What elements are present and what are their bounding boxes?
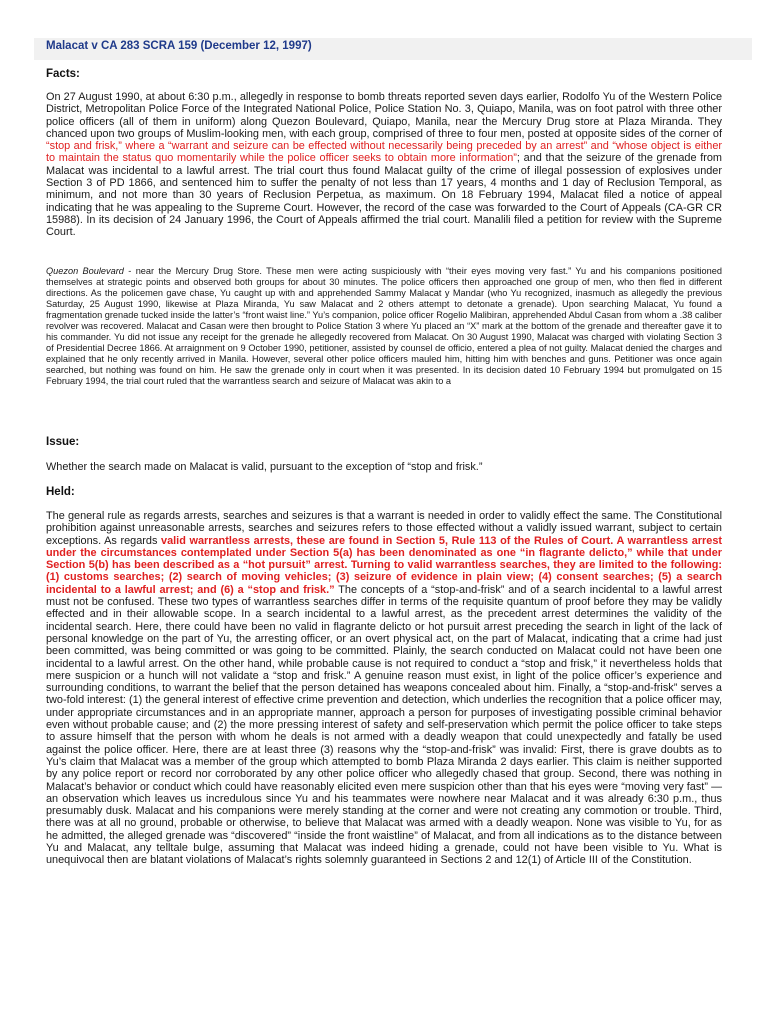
held-heading: Held: — [46, 486, 75, 498]
facts-paragraph-1 — [46, 91, 722, 239]
facts-text-2: - near the Mercury Drug Store. These men were acting suspiciously with “their eyes moving very fast.” Yu and his companions positioned themselves at strategic points and observed both groups for about 30 minutes. The police officers then approached one group of men, who then fled in different directions. As the policemen gave chase, Yu caught up with and apprehended Sammy Malacat y Mandar (who Yu recognized, inasmuch as allegedly the previous Saturday, 25 August 1990, likewise at Plaza Miranda, Yu saw Malacat and 2 others attempt to detonate a grenade). Upon searching Malacat, Yu found a fragmentation grenade tucked inside the latter’s “front waist line.” Yu’s companion, police officer Rogelio Malibiran, apprehended Abdul Casan from whom a .38 caliber revolver was recovered. Malacat and Casan were then brought to Police Station 3 where Yu placed an “X” mark at the bottom of the grenade and thereafter gave it to his commander. Yu did not issue any receipt for the grenade he allegedly recovered from Malacat. On 30 August 1990, Malacat was charged with violating Section 3 of Presidential Decree 1866. At arraignment on 9 October 1990, petitioner, assisted by counsel de officio, entered a plea of not guilty. Malacat denied the charges and explained that he only recently arrived in Manila. However, several other police officers mauled him, hitting him with benches and guns. Petitioner was once again searched, but nothing was found on him. He saw the grenade only in court when it was presented. In its decision dated 10 February 1994 but promulgated on 15 February 1994, the trial court ruled that the warrantless search and seizure of Malacat was akin to a — [46, 266, 722, 387]
held-paragraph — [46, 510, 722, 867]
case-title: Malacat v CA 283 SCRA 159 (December 12, 1997) — [46, 40, 312, 52]
issue-text: Whether the search made on Malacat is valid, pursuant to the exception of “stop and frisk.” — [46, 461, 483, 473]
held-text-red: valid warrantless arrests, these are found in Section 5, Rule 113 of the Rules of Court. A warrantless arrest under the circumstances contemplated under Section 5(a) has been denominated as one “in flagrante delicto,” while that under Section 5(b) has been described as a “hot pursuit” arrest. Turning to valid warrantless searches, they are limited to the following: (1) customs searches; (2) search of moving vehicles; (3) seizure of evidence in plain view; (4) consent searches; (5) a search incidental to a lawful arrest; and (6) a “stop and frisk.” — [46, 534, 722, 596]
held-text-b: The concepts of a “stop-and-frisk” and of a search incidental to a lawful arrest must not be confused. These two types of warrantless searches differ in terms of the requisite quantum of proof before they may be validly effected and in their allowable scope. In a search incidental to a lawful arrest, as the precedent arrest determines the validity of the incidental search. Here, there could have been no valid in flagrante delicto or hot pursuit arrest preceding the search in light of the lack of personal knowledge on the part of Yu, the arresting officer, or an overt physical act, on the part of Malacat, indicating that a crime had just been committed, was being committed or was going to be committed. Plainly, the search conducted on Malacat could not have been one incidental to a lawful arrest. On the other hand, while probable cause is not required to conduct a “stop and frisk,” it nevertheless holds that mere suspicion or a hunch will not validate a “stop and frisk.” A genuine reason must exist, in light of the police officer’s experience and surrounding conditions, to warrant the belief that the person detained has weapons concealed about him. Finally, a “stop-and-frisk” serves a two-fold interest: (1) the general interest of effective crime prevention and detection, which underlies the recognition that a police officer may, under appropriate circumstances and in an appropriate manner, approach a person for purposes of investigating possible criminal behavior even without probable cause; and (2) the more pressing interest of safety and self-preservation which permit the police officer to take steps to assure himself that the person with whom he deals is not armed with a deadly weapon that could unexpectedly and fatally be used against the police officer. Here, there are at least three (3) reasons why the “stop-and-frisk” was invalid: First, there is grave doubts as to Yu’s claim that Malacat was a member of the group which attempted to bomb Plaza Miranda 2 days earlier. This claim is neither supported by any police report or record nor corroborated by any other police officer who allegedly chased that group. Second, there was nothing in Malacat’s behavior or conduct which could have reasonably elicited even mere suspicion other than that his eyes were “moving very fast” — an observation which leaves us incredulous since Yu and his teammates were nowhere near Malacat and it was already 6:30 p.m., thus presumably dusk. Malacat and his companions were merely standing at the corner and were not creating any commotion or trouble. Third, there was at all no ground, probable or otherwise, to believe that Malacat was armed with a deadly weapon. None was visible to Yu, for as he admitted, the alleged grenade was “discovered” “inside the front waistline” of Malacat, and from all indications as to the distance between Yu and Malacat, any telltale bulge, assuming that Malacat was indeed hiding a grenade, could not have been visible to Yu. What is unequivocal then are blatant violations of Malacat’s rights solemnly guaranteed in Sections 2 and 12(1) of Article III of the Constitution. — [46, 583, 723, 867]
facts-italic-lead: Quezon Boulevard — [46, 266, 124, 276]
facts-text-a: On 27 August 1990, at about 6:30 p.m., allegedly in response to bomb threats reported seven days earlier, Rodolfo Yu of the Western Police District, Metropolitan Police Force of the Integrated National Police, Police Station No. 3, Quiapo, Manila, was on foot patrol with three other police officers (all of them in uniform) along Quezon Boulevard, Quiapo, Manila, near the Mercury Drug store at Plaza Miranda. They chanced upon two groups of Muslim-looking men, with each group, comprised of three to four men, posted at opposite sides of the corner of — [46, 91, 722, 140]
issue-heading: Issue: — [46, 436, 80, 448]
facts-text-red: “stop and frisk,” where a “warrant and seizure can be effected without necessarily being preceded by an arrest” and “whose object is either to maintain the status quo momentarily while the police officer seeks to obtain more information” — [46, 140, 722, 165]
facts-paragraph-2 — [46, 266, 722, 388]
facts-heading: Facts: — [46, 68, 80, 80]
held-text-a: The general rule as regards arrests, searches and seizures is that a warrant is needed in order to validly effect the same. The Constitutional prohibition against unreasonable arrests, searches and seizures refers to those effected without a validly issued warrant, subject to certain exceptions. As regards — [46, 510, 722, 547]
facts-text-b: ; and that the seizure of the grenade from Malacat was incidental to a lawful arrest. The trial court thus found Malacat guilty of the crime of illegal possession of explosives under Section 3 of PD 1866, and sentenced him to suffer the penalty of not less than 17 years, 4 months and 1 day of Reclusion Temporal, as minimum, and not more than 30 years of Reclusion Perpetua, as maximum. On 18 February 1994, Malacat filed a notice of appeal indicating that he was appealing to the Supreme Court. However, the record of the case was forwarded to the Court of Appeals (CA-GR CR 15988). In its decision of 24 January 1996, the Court of Appeals affirmed the trial court. Manalili filed a petition for review with the Supreme Court. — [46, 152, 722, 239]
